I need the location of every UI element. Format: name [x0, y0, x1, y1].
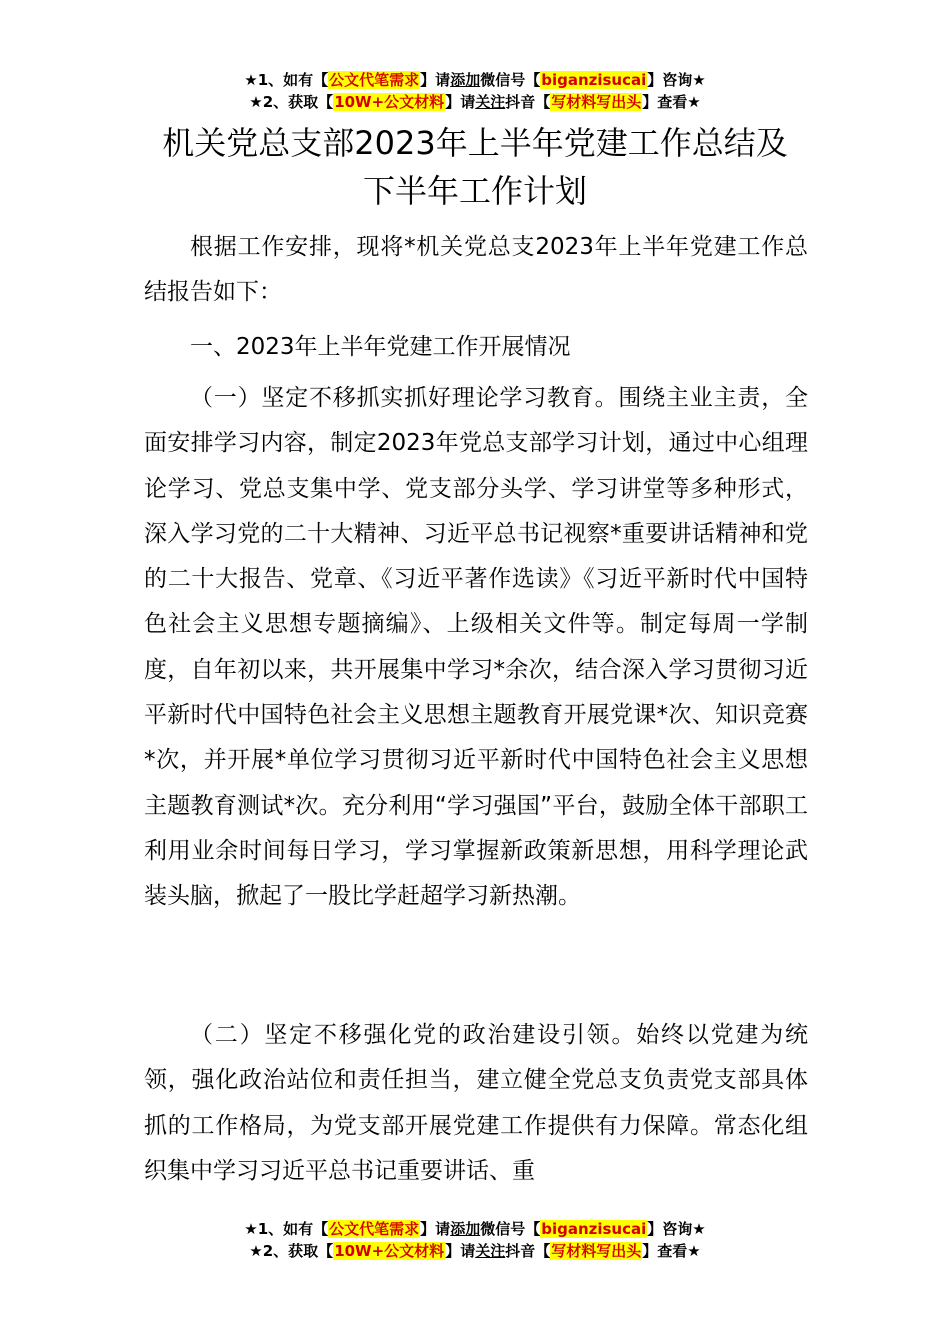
- banner-highlight: 写材料写出头: [551, 1242, 642, 1260]
- banner-text: 微信号【: [480, 1220, 541, 1238]
- banner-text: 抖音【: [505, 93, 551, 111]
- banner-text: 】请: [445, 93, 476, 111]
- banner-text: 】查看★: [642, 93, 701, 111]
- banner-highlight: biganzisucai: [541, 1220, 647, 1238]
- banner-text: 】请: [420, 71, 451, 89]
- banner-highlight: 公文代笔需求: [329, 1220, 420, 1238]
- banner-text: 】请: [445, 1242, 476, 1260]
- banner-text: 添加: [450, 1220, 481, 1238]
- title-line-2: 下半年工作计划: [362, 172, 587, 210]
- banner-highlight: 写材料写出头: [551, 93, 642, 111]
- banner-line-1: [0, 69, 950, 91]
- banner-text: 】咨询★: [647, 1220, 706, 1238]
- banner-highlight: 公文代笔需求: [329, 71, 420, 89]
- intro-paragraph: 根据工作安排，现将*机关党总支2023年上半年党建工作总结报告如下：: [144, 234, 808, 306]
- banner-highlight: biganzisucai: [541, 71, 647, 89]
- section-heading-block: [144, 325, 808, 370]
- title-line-1: 机关党总支部2023年上半年党建工作总结及: [162, 124, 788, 162]
- banner-text: 】请: [420, 1220, 451, 1238]
- banner-text: 关注: [475, 1242, 506, 1260]
- banner-text: ★2、获取【: [249, 1242, 334, 1260]
- section1-block: [144, 376, 808, 920]
- banner-text: 添加: [450, 71, 481, 89]
- footer-banner: [0, 1218, 950, 1262]
- banner-highlight: 10W+公文材料: [334, 1242, 445, 1260]
- banner-text: 抖音【: [505, 1242, 551, 1260]
- banner-line-2: [0, 1240, 950, 1262]
- banner-highlight: 10W+公文材料: [334, 93, 445, 111]
- header-banner: [0, 69, 950, 113]
- banner-text: ★1、如有【: [244, 1220, 329, 1238]
- banner-text: 】咨询★: [647, 71, 706, 89]
- section-heading: 一、2023年上半年党建工作开展情况: [190, 334, 571, 360]
- document-title: [0, 119, 950, 215]
- banner-text: 】查看★: [642, 1242, 701, 1260]
- banner-line-2: [0, 91, 950, 113]
- section1-paragraph: （一）坚定不移抓实抓好理论学习教育。围绕主业主责，全面安排学习内容，制定2023年党总支部学习计划，通过中心组理论学习、党总支集中学、党支部分头学、学习讲堂等多种形式，深入学习党的二十大精神、习近平总书记视察*重要讲话精神和党的二十大报告、党章、《习近平著作选读》《习近平新时代中国特色社会主义思想专题摘编》、上级相关文件等。制定每周一学制度，自年初以来，共开展集中学习*余次，结合深入学习贯彻习近平新时代中国特色社会主义思想主题教育开展党课*次、知识竞赛*次，并开展*单位学习贯彻习近平新时代中国特色社会主义思想主题教育测试*次。充分利用“学习强国”平台，鼓励全体干部职工利用业余时间每日学习，学习掌握新政策新思想，用科学理论武装头脑，掀起了一股比学赶超学习新热潮。: [144, 385, 808, 910]
- banner-text: 关注: [475, 93, 506, 111]
- section2-paragraph: （二）坚定不移强化党的政治建设引领。始终以党建为统领，强化政治站位和责任担当，建立健全党总支负责党支部具体抓的工作格局，为党支部开展党建工作提供有力保障。常态化组织集中学习习近平总书记重要讲话、重: [144, 1022, 808, 1184]
- banner-text: ★1、如有【: [244, 71, 329, 89]
- intro-paragraph-block: [144, 225, 808, 316]
- banner-line-1: [0, 1218, 950, 1240]
- banner-text: ★2、获取【: [249, 93, 334, 111]
- section2-block: [144, 1013, 808, 1194]
- banner-text: 微信号【: [480, 71, 541, 89]
